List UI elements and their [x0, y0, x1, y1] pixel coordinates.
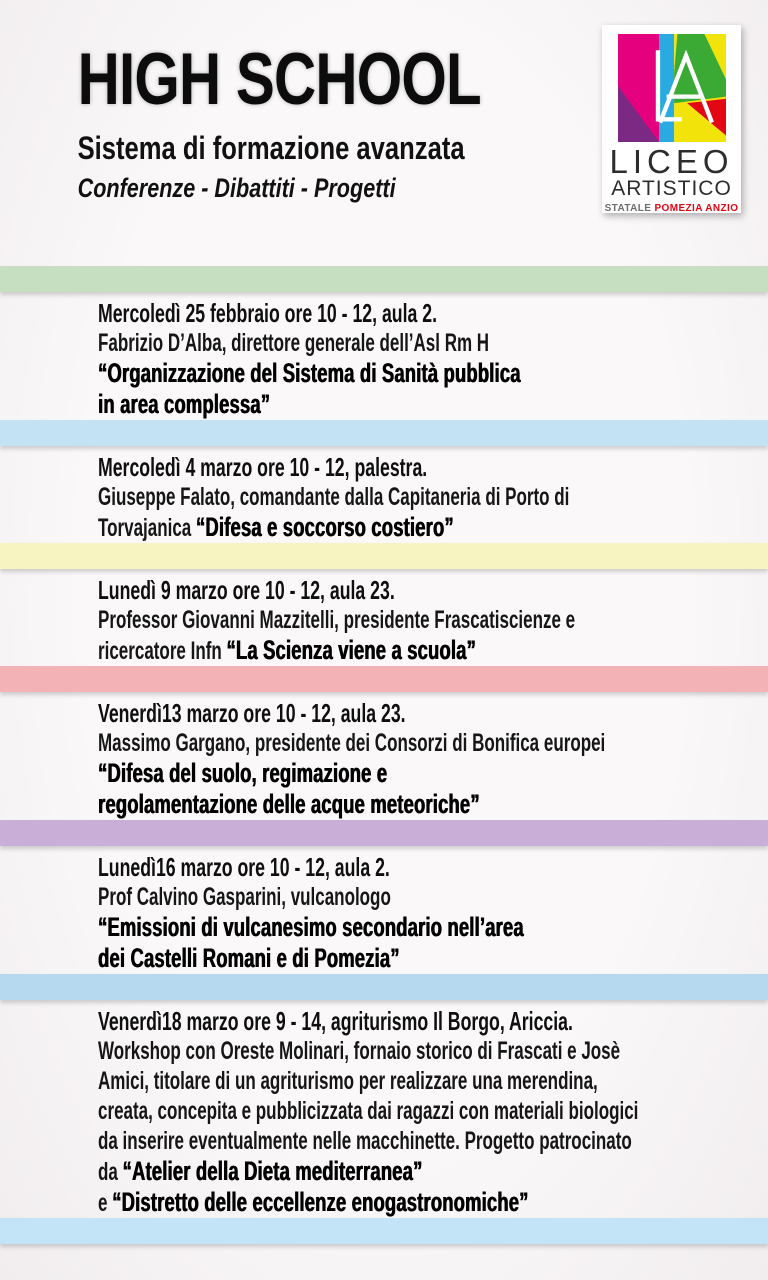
event-description: e: [98, 1189, 113, 1217]
logo-artistico: ARTISTICO: [611, 177, 732, 200]
event-text-line: [98, 1036, 737, 1066]
event-date: Mercoledì 25 febbraio ore 10 - 12, aula 2.: [98, 298, 438, 328]
logo-statale-line: [602, 203, 741, 214]
event-description: Amici, titolare di un agriturismo per realizzare una merendina,: [98, 1067, 598, 1095]
event-title: “Distretto delle eccellenze enogastronomiche”: [112, 1187, 529, 1217]
event-title: “Emissioni di vulcanesimo secondario nell’area: [98, 912, 524, 942]
event-title: in area complessa”: [98, 389, 271, 419]
event-description: da inserire eventualmente nelle macchinette. Progetto patrocinato: [98, 1127, 632, 1155]
event-text-line: [98, 943, 737, 974]
event-title: “Difesa del suolo, regimazione e: [98, 758, 388, 788]
event-text-line: [98, 1187, 737, 1218]
divider-stripe: [0, 266, 768, 292]
event-text-line: [98, 482, 737, 512]
event-description: Massimo Gargano, presidente dei Consorzi di Bonifica europei: [98, 729, 606, 757]
event-text-line: [98, 635, 737, 666]
event-text-line: [98, 389, 737, 420]
event-date: Venerdì18 marzo ore 9 - 14, agriturismo Il Borgo, Ariccia.: [98, 1006, 573, 1036]
divider-stripe: [0, 543, 768, 569]
event-description: ricercatore Infn: [98, 637, 227, 665]
event-text-line: [98, 912, 737, 943]
divider-stripe: [0, 420, 768, 446]
event-description: Giuseppe Falato, comandante dalla Capitaneria di Porto di: [98, 483, 570, 511]
event-description: creata, concepita e pubblicizzata dai ragazzi con materiali biologici: [98, 1097, 639, 1125]
event-text-line: [98, 789, 737, 820]
divider-stripe: [0, 974, 768, 1000]
event-text-line: [98, 1126, 737, 1156]
page-title: HIGH SCHOOL: [77, 39, 481, 120]
event-text-line: [98, 358, 737, 389]
event-text-line: [98, 328, 737, 358]
event-text-line: [98, 728, 737, 758]
event-date: Mercoledì 4 marzo ore 10 - 12, palestra.: [98, 452, 428, 482]
event-description: Fabrizio D’Alba, direttore generale dell’Asl Rm H: [98, 329, 490, 357]
event-title: regolamentazione delle acque meteoriche”: [98, 789, 480, 819]
event-text-line: [98, 758, 737, 789]
event-block: [98, 1006, 737, 1218]
event-description: Torvajanica: [98, 514, 196, 542]
event-block: [98, 852, 737, 974]
event-text-line: [98, 1066, 737, 1096]
event-text-line: [98, 605, 737, 635]
event-description: Prof Calvino Gasparini, vulcanologo: [98, 883, 391, 911]
events-list: [0, 266, 768, 1244]
divider-stripe: [0, 820, 768, 846]
event-text-line: [98, 1096, 737, 1126]
event-description: Professor Giovanni Mazzitelli, presidente Frascatiscienze e: [98, 606, 576, 634]
event-title: “Organizzazione del Sistema di Sanità pubblica: [98, 358, 521, 388]
event-text-line: [98, 1156, 737, 1187]
event-date: Venerdì13 marzo ore 10 - 12, aula 23.: [98, 698, 406, 728]
event-date: Lunedì 9 marzo ore 10 - 12, aula 23.: [98, 575, 395, 605]
event-description: Workshop con Oreste Molinari, fornaio storico di Frascati e Josè: [98, 1037, 621, 1065]
page-subtitle: Sistema di formazione avanzata: [77, 130, 465, 166]
footer-stripe: [0, 1218, 768, 1244]
event-block: [98, 452, 737, 543]
event-title: “Difesa e soccorso costiero”: [195, 512, 454, 542]
header: [0, 0, 768, 266]
event-title: “La Scienza viene a scuola”: [226, 635, 476, 665]
event-text-line: [98, 882, 737, 912]
logo-pomezia-anzio: POMEZIA ANZIO: [654, 203, 739, 214]
event-title: “Atelier della Dieta mediterranea”: [122, 1156, 423, 1186]
logo-liceo: LICEO: [609, 143, 734, 180]
event-block: [98, 575, 737, 666]
event-block: [98, 298, 737, 420]
event-date: Lunedì16 marzo ore 10 - 12, aula 2.: [98, 852, 390, 882]
event-title: dei Castelli Romani e di Pomezia”: [98, 943, 400, 973]
event-text-line: [98, 512, 737, 543]
school-logo: [602, 25, 741, 213]
logo-color-block: [618, 33, 726, 143]
event-description: da: [98, 1158, 123, 1186]
logo-statale: STATALE: [604, 203, 652, 214]
divider-stripe: [0, 666, 768, 692]
event-block: [98, 698, 737, 820]
page-tagline: Conferenze - Dibattiti - Progetti: [77, 173, 396, 203]
